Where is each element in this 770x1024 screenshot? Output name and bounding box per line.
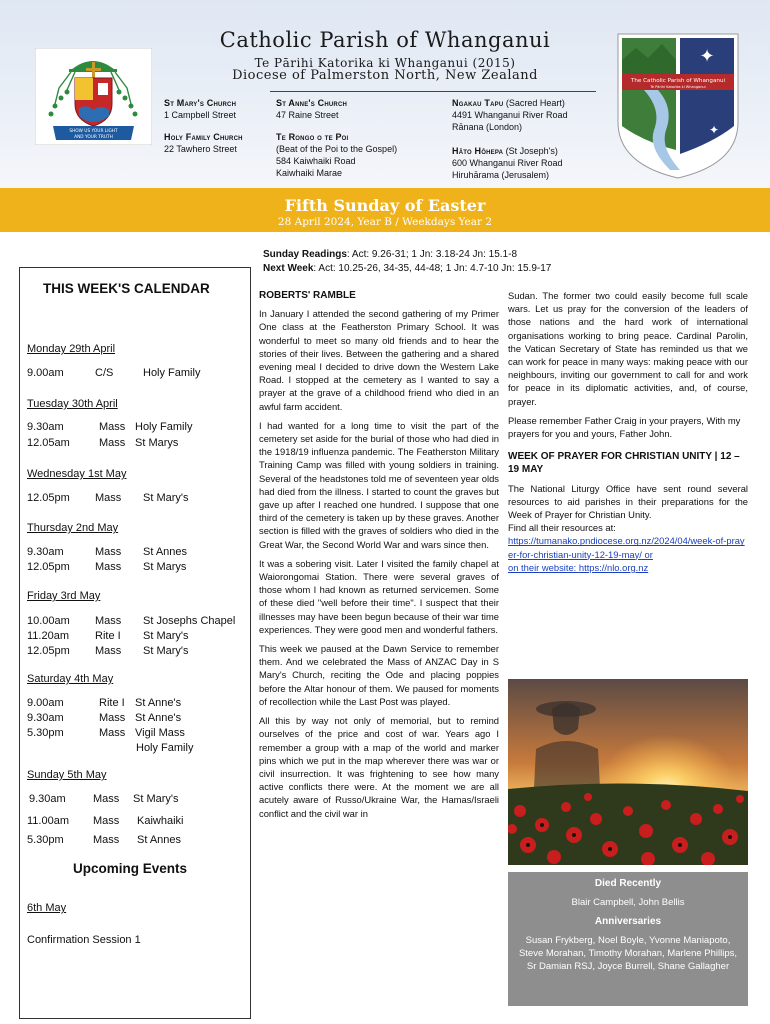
service: C/S (95, 367, 114, 379)
bishop-crest-logo (35, 48, 152, 145)
ramble-paragraph: All this by way not only of memorial, but to remind ourselves of the price and cost of war. Years ago I remember a group with a map of the world and marker pins which we put in the map wherever there was war or civil insurrection. It was frightening to see how many active conflicts there were. At the moment we are all acutely aware of Russo/Ukraine War, the Hamas/Israeli conflict and the civil war in (259, 715, 499, 819)
unity-week-heading: WEEK OF PRAYER FOR CHRISTIAN UNITY | 12 – 19 MAY (508, 451, 740, 476)
time: 5.30pm (27, 834, 64, 846)
unity-resources-link[interactable]: https://tumanako.pndiocese.org.nz/2024/04/week-of-prayer-for-christian-unity-12-19-may/ (508, 535, 745, 560)
venue: St Mary's (143, 492, 189, 504)
time: 11.00am (27, 815, 69, 827)
time: 12.05pm (27, 645, 70, 657)
service: Mass (95, 561, 122, 573)
prayer-request: Please remember Father Craig in your prayers, With my prayers for you and yours, Father John. (508, 414, 741, 440)
church-te-rongo (276, 131, 397, 179)
nlo-website-link[interactable]: https://nlo.org.nz (578, 561, 649, 573)
readings-block (263, 248, 763, 276)
church-address: 1 Campbell Street (164, 110, 237, 120)
time: 9.30am (27, 421, 64, 433)
church-name-suffix: (Sacred Heart) (503, 98, 565, 108)
church-address: 584 Kaiwhaiki Road (276, 156, 356, 166)
church-address-2: Rānana (London) (452, 122, 523, 132)
service: Mass (95, 492, 122, 504)
venue: St Mary's (133, 793, 179, 805)
venue: St Mary's (143, 645, 189, 657)
calendar-day: Monday 29th April (27, 343, 116, 355)
svg-text:AND YOUR TRUTH: AND YOUR TRUTH (74, 135, 113, 140)
svg-text:✦: ✦ (708, 123, 720, 137)
weekly-calendar (19, 267, 251, 1019)
church-address-2: Hiruhārama (Jerusalem) (452, 170, 550, 180)
anzac-soldier-poppies-photo (508, 679, 748, 865)
feast-subtitle: 28 April 2024, Year B / Weekdays Year 2 (277, 216, 493, 228)
parish-title: Catholic Parish of Whanganui (219, 28, 551, 52)
sunday-readings-text: : Act: 9.26-31; 1 Jn: 3.18-24 Jn: 15.1-8 (346, 249, 518, 260)
church-name: Te Rongo o te Poi (276, 132, 349, 142)
venue: Vigil Mass (135, 727, 185, 739)
died-anniversaries-box (508, 872, 748, 1006)
calendar-title: THIS WEEK'S CALENDAR (43, 281, 210, 296)
service: Mass (95, 546, 122, 558)
venue: Holy Family (143, 367, 201, 379)
church-name: Holy Family Church (164, 132, 243, 142)
parish-badge-logo (614, 30, 742, 180)
calendar-day: Tuesday 30th April (27, 398, 118, 410)
venue: St Annes (137, 834, 182, 846)
ramble-heading: ROBERTS' RAMBLE (259, 290, 356, 301)
ramble-paragraph: In January I attended the second gathering of my Primer One class at the Featherston Primary School. It was wonderful to meet so many old friends and to hear the stories of their lives. Between the gathering and a shared evening meal I decided to drive down the Western Lake Road. I stopped at the cemetery as I wanted to say a prayer at the grave of a childhood friend who died in an awful farm accident. (259, 308, 499, 412)
church-holy-family (164, 131, 243, 155)
calendar-day: Saturday 4th May (27, 673, 114, 685)
upcoming-events-title: Upcoming Events (73, 861, 188, 876)
church-hato-hohepa (452, 145, 563, 181)
time: 10.00am (27, 615, 70, 627)
church-address-2: Kaiwhaiki Marae (276, 168, 343, 178)
anniversaries-names: Susan Frykberg, Noel Boyle, Yvonne Maniapoto, Steve Morahan, Timothy Morahan, Marlene Phillips, Sr Damian RSJ, Joyce Burrell, Shane Gallagher (518, 935, 738, 972)
next-week-text: : Act: 10.25-26, 34-35, 44-48; 1 Jn: 4.7-10 Jn: 15.9-17 (313, 263, 552, 274)
service: Mass (99, 421, 126, 433)
svg-text:SHOW US YOUR LIGHT: SHOW US YOUR LIGHT (69, 129, 118, 134)
service: Mass (93, 815, 120, 827)
service: Mass (95, 645, 122, 657)
right-column (508, 289, 748, 574)
service: Mass (99, 727, 126, 739)
church-name: Hāto Hōhepa (452, 146, 504, 156)
time: 9.00am (27, 367, 64, 379)
time: 12.05pm (27, 561, 70, 573)
service: Mass (95, 615, 122, 627)
svg-text:✦: ✦ (699, 46, 715, 67)
header-divider (270, 91, 596, 92)
anniversaries-heading: Anniversaries (594, 916, 662, 927)
time: 12.05pm (27, 492, 70, 504)
ramble-paragraph: This week we paused at the Dawn Service to remember them. And we celebrated the Mass of ANZAC Day in S Mary's Church, reciting the Ode and placing poppies before the Altar honour of them. We paused for moments of recollection while the Last Post was played. (259, 643, 499, 707)
unity-week-text: The National Liturgy Office have sent round several resources to aid parishes in their preparations for the Week of Prayer for Christian Unity. (508, 482, 748, 521)
venue: St Annes (143, 546, 188, 558)
time: 5.30pm (27, 727, 64, 739)
church-note: (Beat of the Poi to the Gospel) (276, 144, 398, 154)
service: Rite I (99, 697, 125, 709)
church-name: Ngakau Tapu (452, 98, 504, 108)
venue: St Anne's (135, 712, 182, 724)
venue: St Anne's (135, 697, 182, 709)
venue: Kaiwhaiki (137, 815, 184, 827)
calendar-day: Friday 3rd May (27, 590, 101, 602)
roberts-ramble-column (259, 289, 499, 826)
unity-or: or (641, 548, 653, 560)
venue: St Josephs Chapel (143, 615, 236, 627)
time: 9.30am (29, 793, 66, 805)
time: 9.30am (27, 546, 64, 558)
died-names: Blair Campbell, John Bellis (571, 897, 685, 908)
died-heading: Died Recently (594, 878, 662, 889)
calendar-day: Thursday 2nd May (27, 522, 119, 534)
service: Mass (99, 437, 126, 449)
ramble-continued: Sudan. The former two could easily become full scale wars. Let us pray for the conversion of the leaders of those nations and the hard work of international organisations working to bring peace. Cardinal Parolin, the Vatican Secretary of State has reminded us that we can work for peace in many ways: making peace with our neighbours, inviting our government to call for and work for peace in its diplomatic activities, and, of course, prayer. (508, 290, 748, 407)
calendar-day: Sunday 5th May (27, 769, 107, 781)
church-st-annes (276, 97, 347, 121)
event-title: Confirmation Session 1 (27, 934, 141, 946)
nlo-website-prefix: on their website: (508, 561, 579, 573)
time: 11.20am (27, 630, 69, 642)
venue: St Marys (135, 437, 179, 449)
church-address: 47 Raine Street (276, 110, 339, 120)
service: Mass (99, 712, 126, 724)
church-address: 600 Whanganui River Road (452, 158, 563, 168)
time: 9.00am (27, 697, 64, 709)
church-st-marys (164, 97, 236, 121)
calendar-day: Wednesday 1st May (27, 468, 127, 480)
time: 12.05am (27, 437, 70, 449)
ramble-paragraph: I had wanted for a long time to visit the part of the cemetery set aside for the burial of those who had died in the 1918/19 influenza pandemic. The Featherston Military Training Camp was filled with young soldiers in training. Several of the headstones told me of seventeen year olds had died from the illness. I started to count the graves but gave up after I reached one hundred. I suppose that one third of the cemetery is taken up by these graves. Another section is filled with the graves of soldiers who died in the Great War, the Second World War and wars since then. (259, 419, 499, 550)
next-week-label: Next Week (263, 263, 314, 274)
church-address: 4491 Whanganui River Road (452, 110, 568, 120)
unity-find-text: Find all their resources at: (508, 522, 616, 534)
church-name: St Mary's Church (164, 98, 237, 108)
diocese-line: Diocese of Palmerston North, New Zealand (232, 68, 538, 83)
church-name: St Anne's Church (276, 98, 348, 108)
venue: St Mary's (143, 630, 189, 642)
church-address: 22 Tawhero Street (164, 144, 237, 154)
venue: Holy Family (136, 742, 194, 754)
upcoming-day: 6th May (27, 902, 67, 914)
time: 9.30am (27, 712, 64, 724)
venue: St Marys (143, 561, 187, 573)
badge-label-2: Te Pārihi Katorika ki Whanganui (650, 85, 706, 89)
service: Mass (93, 834, 120, 846)
venue: Holy Family (135, 421, 193, 433)
parish-subtitle-maori: Te Pārihi Katorika ki Whanganui (2015) (254, 56, 516, 70)
church-name-suffix: (St Joseph's) (503, 146, 558, 156)
church-ngakau-tapu (452, 97, 568, 133)
service: Mass (93, 793, 120, 805)
service: Rite I (95, 630, 121, 642)
ramble-paragraph: It was a sobering visit. Later I visited the family chapel at Waiorongomai Station. There were several graves of those whom I had known as returned servicemen. Some of these died "well before their time". I suspect that their illnesses may have been begun because of their war time experiences. They were good men and wonderful fathers. (259, 557, 499, 635)
sunday-readings-label: Sunday Readings (263, 249, 347, 260)
feast-title: Fifth Sunday of Easter (284, 196, 486, 215)
badge-label-1: The Catholic Parish of Whanganui (630, 78, 726, 84)
